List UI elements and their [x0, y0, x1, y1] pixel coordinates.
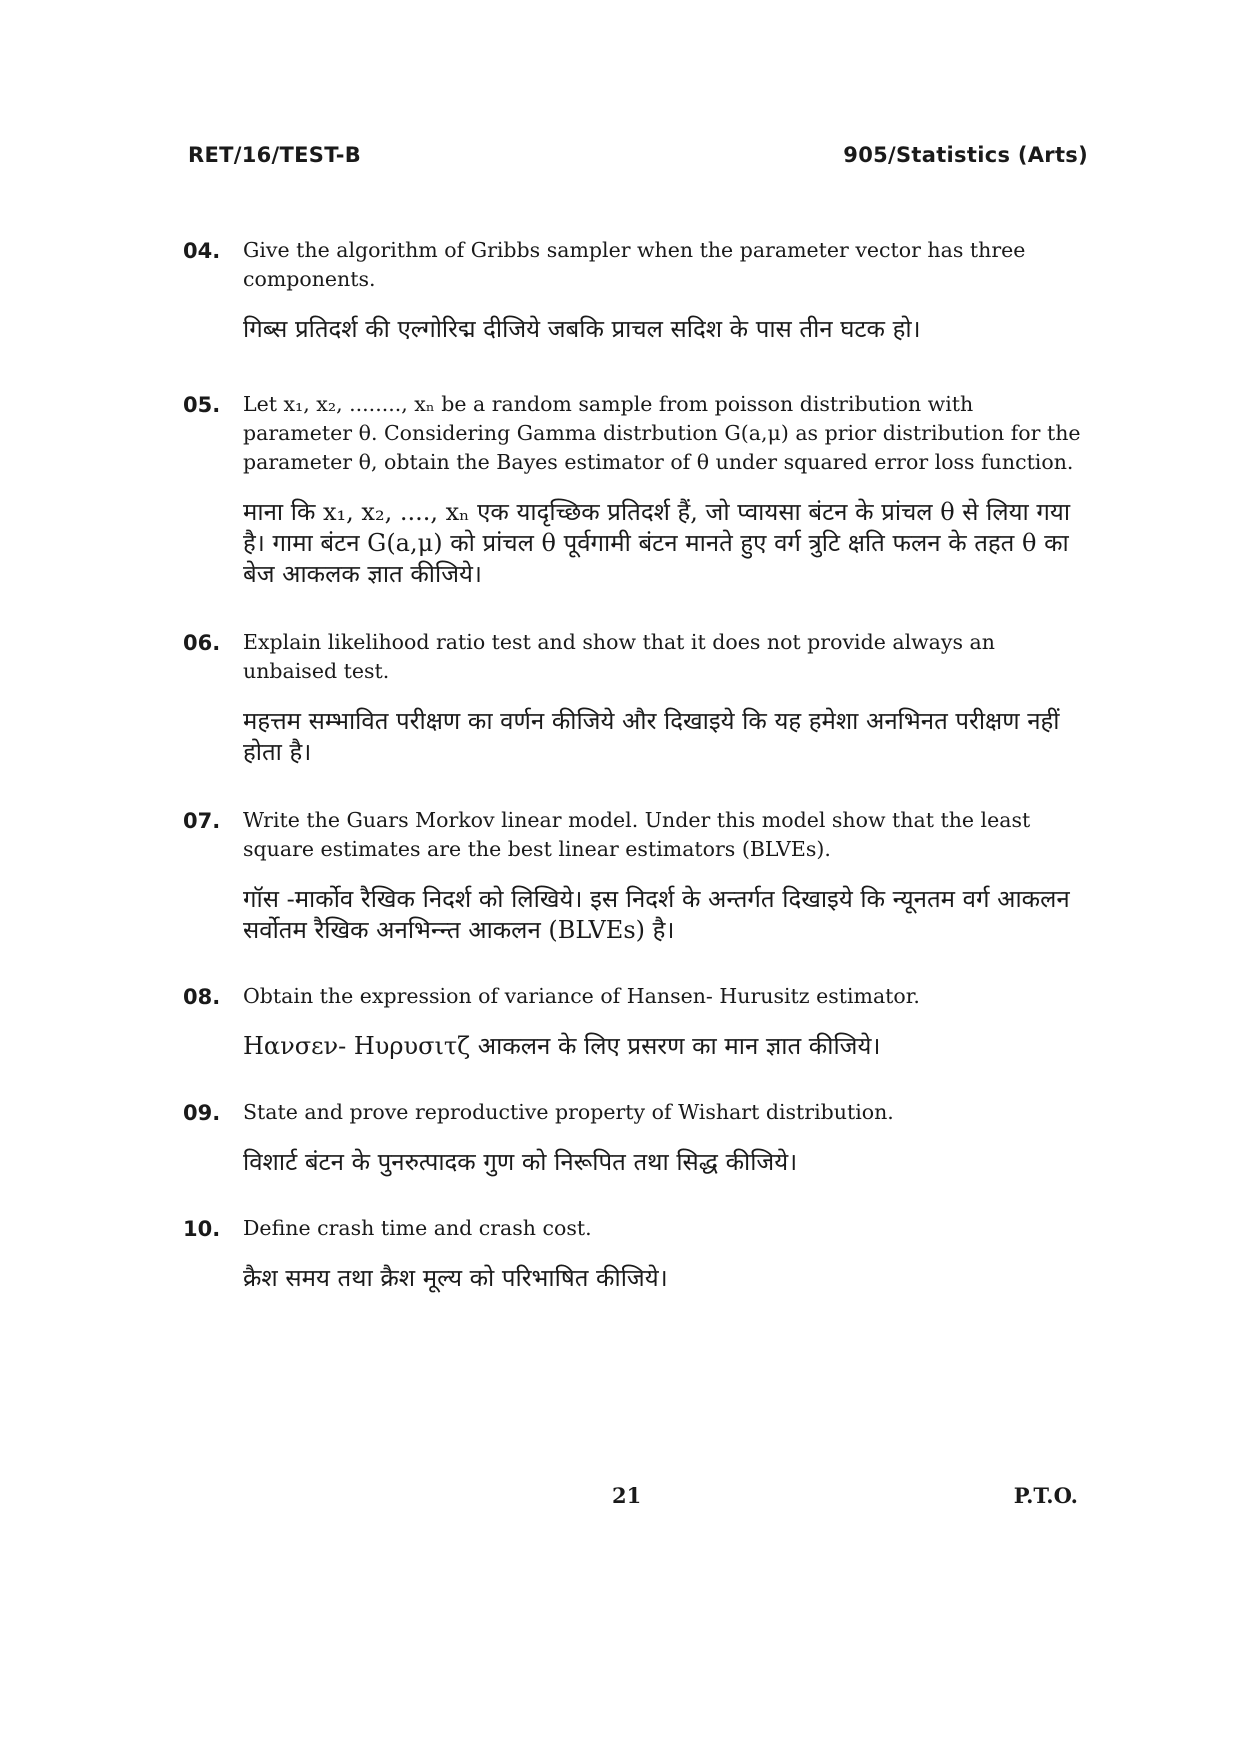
question-text-hindi: विशार्ट बंटन के पुनरुत्पादक गुण को निरूपित तथा सिद्ध कीजिये। — [243, 1148, 798, 1176]
question-number: 06. — [183, 631, 221, 655]
question-text-english: State and prove reproductive property of Wishart distribution. — [243, 1100, 894, 1124]
question-list — [183, 236, 1088, 1294]
question-text-english: Give the algorithm of Gribbs sampler when the parameter vector has three components. — [243, 238, 1026, 291]
question-text-hindi: Hανσεν- Hυρυσιτζ आकलन के लिए प्रसरण का मान ज्ञात कीजिये। — [243, 1032, 881, 1060]
question-08 — [183, 982, 1088, 1062]
question-number: 05. — [183, 393, 221, 417]
question-text-hindi: माना कि x₁, x₂, ...., xₙ एक यादृच्छिक प्रतिदर्श हैं, जो प्वायसा बंटन के प्रांचल θ से लिया गया है। गामा बंटन G(a,μ) को प्रांचल θ पूर्वगामी बंटन मानते हुए वर्ग त्रुटि क्षति फलन के तहत θ का बेज आकलक ज्ञात कीजिये। — [243, 498, 1071, 588]
question-06 — [183, 628, 1088, 768]
question-number: 09. — [183, 1101, 221, 1125]
question-text-english: Define crash time and crash cost. — [243, 1216, 592, 1240]
subject-title: 905/Statistics (Arts) — [843, 143, 1088, 167]
question-04 — [183, 236, 1088, 345]
question-text-hindi: गिब्स प्रतिदर्श की एल्गोरिद्म दीजिये जबकि प्राचल सदिश के पास तीन घटक हो। — [243, 315, 921, 343]
page-number: 21 — [612, 1483, 642, 1508]
question-text-english: Write the Guars Morkov linear model. Under this model show that the least square estimates are the best linear estimators (BLVEs). — [243, 808, 1031, 861]
question-10 — [183, 1214, 1088, 1294]
question-05 — [183, 390, 1088, 590]
question-number: 08. — [183, 985, 221, 1009]
pto-label: P.T.O. — [1013, 1483, 1078, 1508]
question-number: 10. — [183, 1217, 221, 1241]
question-text-hindi: महत्तम सम्भावित परीक्षण का वर्णन कीजिये और दिखाइये कि यह हमेशा अनभिनत परीक्षण नहीं होता है। — [243, 707, 1060, 766]
question-text-hindi: क्रैश समय तथा क्रैश मूल्य को परिभाषित कीजिये। — [243, 1264, 668, 1292]
question-text-english: Explain likelihood ratio test and show that it does not provide always an unbaised test. — [243, 630, 995, 683]
question-09 — [183, 1098, 1088, 1178]
question-07 — [183, 806, 1088, 946]
question-number: 07. — [183, 809, 221, 833]
page-header — [188, 143, 1088, 167]
paper-code: RET/16/TEST-B — [188, 143, 362, 167]
question-text-english: Obtain the expression of variance of Hansen- Hurusitz estimator. — [243, 984, 920, 1008]
question-text-english: Let x₁, x₂, ........, xₙ be a random sample from poisson distribution with parameter θ. Considering Gamma distrbution G(a,μ) as prior distribution for the parameter θ, obtain the Bayes estimator of θ under squared error loss function. — [243, 392, 1081, 474]
question-number: 04. — [183, 239, 221, 263]
question-text-hindi: गॉस -मार्कोव रैखिक निदर्श को लिखिये। इस निदर्श के अन्तर्गत दिखाइये कि न्यूनतम वर्ग आकलन सर्वोतम रैखिक अनभिन्न्त आकलन (BLVEs) है। — [243, 885, 1070, 944]
